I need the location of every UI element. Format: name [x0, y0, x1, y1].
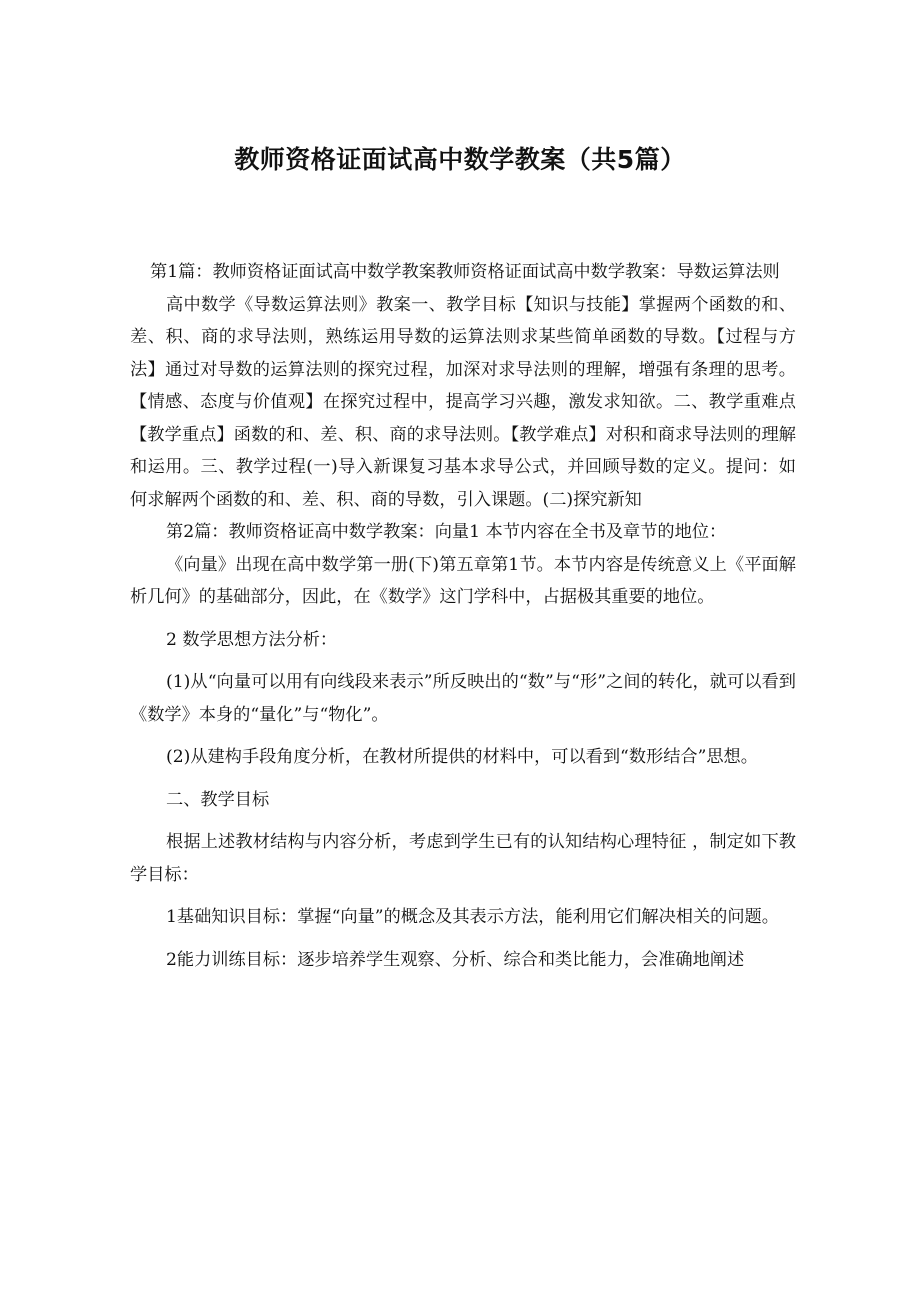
- paragraph-method-2: (2)从建构手段角度分析，在教材所提供的材料中，可以看到“数形结合”思想。: [166, 747, 758, 767]
- paragraph-derivative-lesson: 高中数学《导数运算法则》教案一、教学目标【知识与技能】掌握两个函数的和、差、积、商的求导法则，熟练运用导数的运算法则求某些简单函数的导数。【过程与方法】通过对导数的运算法则的探究过程，加深对求导法则的理解，增强有条理的思考。【情感、态度与价值观】在探究过程中，提高学习兴趣，激发求知欲。二、教学重难点【教学重点】函数的和、差、积、商的求导法则。【教学难点】对积和商求导法则的理解和运用。三、教学过程(一)导入新课复习基本求导公式，并回顾导数的定义。提问：如何求解两个函数的和、差、积、商的导数，引入课题。(二)探究新知: [130, 294, 796, 510]
- document-title: 教师资格证面试高中数学教案（共5篇）: [234, 145, 686, 174]
- paragraph-method-1: (1)从“向量可以用有向线段来表示”所反映出的“数”与“形”之间的转化，就可以看到《数学》本身的“量化”与“物化”。: [130, 672, 796, 725]
- paragraph-goal-2: 2能力训练目标：逐步培养学生观察、分析、综合和类比能力，会准确地阐述: [166, 949, 745, 970]
- paragraph-vector-position: 《向量》出现在高中数学第一册(下)第五章第1节。本节内容是传统意义上《平面解析几何》的基础部分，因此，在《数学》这门学科中，占据极其重要的地位。: [130, 554, 796, 607]
- paragraph-teaching-goals-heading: 二、教学目标: [166, 789, 270, 810]
- paragraph-method-analysis-heading: 2 数学思想方法分析：: [166, 629, 338, 650]
- paragraph-goal-1: 1基础知识目标：掌握“向量”的概念及其表示方法，能利用它们解决相关的问题。: [166, 907, 779, 927]
- document-body: [130, 256, 796, 976]
- paragraph-article-2-heading: 第2篇：教师资格证高中数学教案：向量1 本节内容在全书及章节的地位：: [166, 522, 727, 542]
- paragraph-article-1-heading: 第1篇：教师资格证面试高中数学教案教师资格证面试高中数学教案：导数运算法则: [150, 262, 780, 282]
- paragraph-goals-intro: 根据上述教材结构与内容分析，考虑到学生已有的认知结构心理特征 ，制定如下教学目标：: [130, 832, 796, 885]
